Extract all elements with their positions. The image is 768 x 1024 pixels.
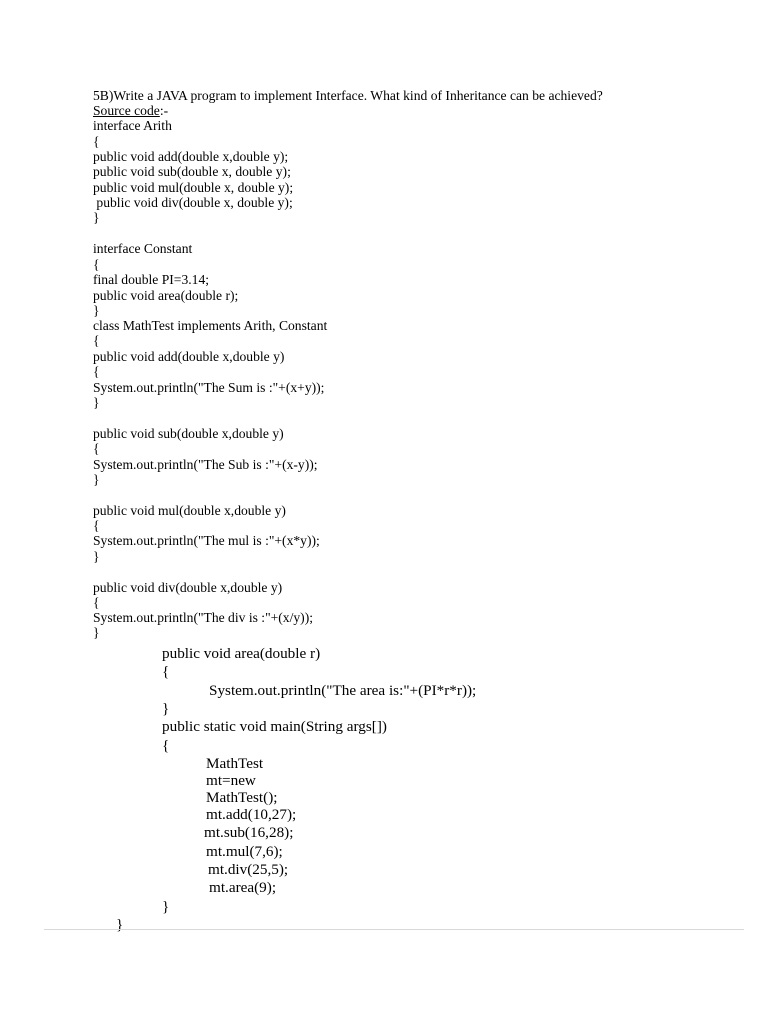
code-line: } <box>162 898 170 915</box>
code-line: { <box>162 737 170 754</box>
code-line: { <box>162 663 170 680</box>
code-line: mt.div(25,5); <box>208 861 289 878</box>
code-line: public void area(double r); <box>93 288 239 303</box>
code-line: public void mul(double x, double y); <box>93 180 294 195</box>
code-line: mt.area(9); <box>209 879 277 896</box>
code-line: } <box>93 303 100 318</box>
code-line: mt.add(10,27); <box>206 806 297 823</box>
code-line: public void sub(double x,double y) <box>93 426 284 441</box>
code-line: public void area(double r) <box>162 645 321 662</box>
code-line: { <box>93 257 100 272</box>
code-line: public void sub(double x, double y); <box>93 164 291 179</box>
code-line: mt.mul(7,6); <box>206 843 283 860</box>
code-line: { <box>93 595 100 610</box>
code-line: interface Arith <box>93 118 172 133</box>
page-divider <box>44 929 744 930</box>
code-line: } <box>93 472 100 487</box>
code-line: } <box>162 700 170 717</box>
code-line: { <box>93 134 100 149</box>
code-line: } <box>93 625 100 640</box>
code-line: System.out.println("The mul is :"+(x*y)); <box>93 533 320 548</box>
code-line: interface Constant <box>93 241 193 256</box>
code-line: } <box>93 549 100 564</box>
code-line: public void div(double x,double y) <box>93 580 283 595</box>
code-line: public static void main(String args[]) <box>162 718 387 735</box>
code-line: { <box>93 333 100 348</box>
code-line: MathTest(); <box>206 789 278 806</box>
code-line: } <box>93 210 100 225</box>
code-line: } <box>93 395 100 410</box>
question-title: 5B)Write a JAVA program to implement Interface. What kind of Inheritance can be achieved? <box>93 88 603 103</box>
source-code-label: Source code <box>93 103 160 118</box>
code-line: { <box>93 364 100 379</box>
code-line: System.out.println("The div is :"+(x/y)); <box>93 610 314 625</box>
code-line: { <box>93 441 100 456</box>
code-line: final double PI=3.14; <box>93 272 210 287</box>
code-line: System.out.println("The Sub is :"+(x-y)); <box>93 457 318 472</box>
code-line: public void mul(double x,double y) <box>93 503 286 518</box>
code-line: public void add(double x,double y) <box>93 349 285 364</box>
code-line: } <box>116 916 124 933</box>
code-line: { <box>93 518 100 533</box>
code-line: System.out.println("The Sum is :"+(x+y)); <box>93 380 325 395</box>
code-line: public void div(double x, double y); <box>93 195 293 210</box>
code-line: class MathTest implements Arith, Constant <box>93 318 328 333</box>
code-line: System.out.println("The area is:"+(PI*r*r)); <box>209 682 477 699</box>
code-line: mt.sub(16,28); <box>204 824 294 841</box>
code-line: mt=new <box>206 772 256 789</box>
code-line: MathTest <box>206 755 264 772</box>
source-code-suffix: :- <box>159 103 169 118</box>
source-code-heading <box>93 103 168 118</box>
code-line: public void add(double x,double y); <box>93 149 289 164</box>
